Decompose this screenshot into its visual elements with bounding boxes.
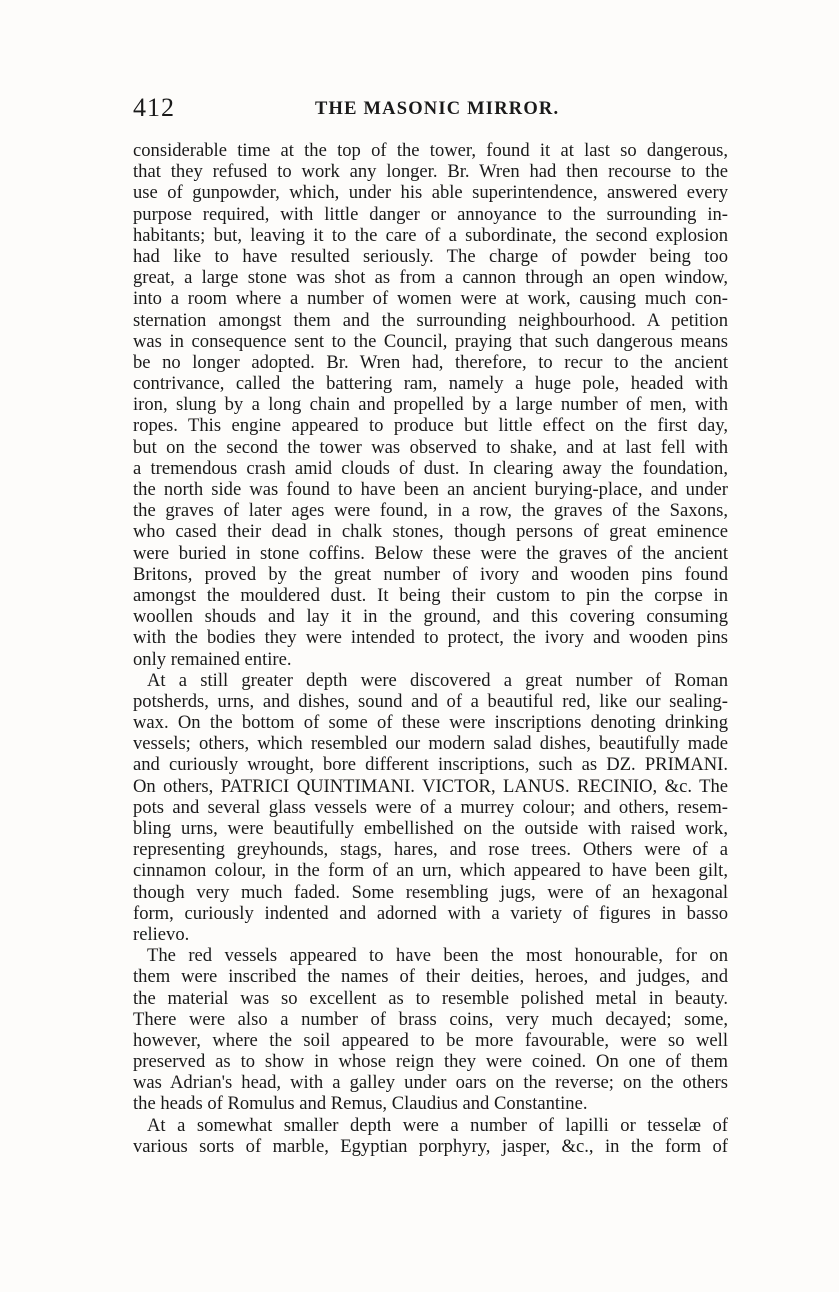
text-line: sternation amongst them and the surrounding neighbourhood. A petition	[133, 309, 728, 331]
text-line: the heads of Romulus and Remus, Claudius and Constantine.	[133, 1093, 588, 1115]
text-line: habitants; but, leaving it to the care of a subordinate, the second explosion	[133, 224, 728, 246]
text-line: Britons, proved by the great number of ivory and wooden pins found	[133, 563, 728, 585]
text-line: iron, slung by a long chain and propelled by a large number of men, with	[133, 394, 728, 416]
text-line: bling urns, were beautifully embellished on the outside with raised work,	[133, 818, 728, 839]
running-title: THE MASONIC MIRROR.	[315, 99, 560, 119]
page-header	[133, 92, 728, 124]
paragraph	[133, 670, 728, 945]
text-line: the material was so excellent as to resemble polished metal in beauty.	[133, 987, 728, 1009]
text-line: contrivance, called the battering ram, namely a huge pole, headed with	[133, 373, 728, 395]
text-line: the graves of later ages were found, in a row, the graves of the Saxons,	[133, 500, 728, 522]
text-line: great, a large stone was shot as from a cannon through an open window,	[133, 267, 728, 289]
text-line: that they refused to work any longer. Br. Wren had then recourse to the	[133, 161, 728, 183]
text-line: considerable time at the top of the tower, found it at last so dangerous,	[133, 140, 728, 161]
paragraph	[133, 140, 728, 670]
text-line: On others, PATRICI QUINTIMANI. VICTOR, LANUS. RECINIO, &c. The	[133, 775, 728, 797]
text-line: ropes. This engine appeared to produce but little effect on the first day,	[133, 415, 728, 437]
page-number: 412	[133, 93, 175, 122]
text-line: and curiously wrought, bore different inscriptions, such as DZ. PRIMANI.	[133, 754, 728, 776]
text-line: use of gunpowder, which, under his able superintendence, answered every	[133, 182, 728, 204]
text-line: but on the second the tower was observed to shake, and at last fell with	[133, 436, 728, 458]
text-line: relievo.	[133, 923, 190, 945]
text-line: There were also a number of brass coins, very much decayed; some,	[133, 1008, 728, 1030]
text-line: were buried in stone coffins. Below these were the graves of the ancient	[133, 542, 728, 564]
text-line: with the bodies they were intended to protect, the ivory and wooden pins	[133, 627, 728, 649]
text-line: representing greyhounds, stags, hares, and rose trees. Others were of a	[133, 839, 728, 861]
text-line: who cased their dead in chalk stones, though persons of great eminence	[133, 521, 728, 543]
text-line: though very much faded. Some resembling jugs, were of an hexagonal	[133, 881, 728, 903]
text-line: had like to have resulted seriously. The charge of powder being too	[133, 245, 728, 267]
text-line: wax. On the bottom of some of these were inscriptions denoting drinking	[133, 712, 728, 734]
text-line: vessels; others, which resembled our modern salad dishes, beautifully made	[133, 733, 728, 755]
text-line: various sorts of marble, Egyptian porphyry, jasper, &c., in the form of	[133, 1135, 728, 1157]
text-line: preserved as to show in whose reign they were coined. On one of them	[133, 1051, 728, 1073]
text-line: only remained entire.	[133, 648, 292, 670]
text-line: purpose required, with little danger or annoyance to the surrounding in-	[133, 203, 728, 225]
text-line: At a still greater depth were discovered a great number of Roman	[147, 669, 728, 691]
text-line: amongst the mouldered dust. It being their custom to pin the corpse in	[133, 584, 728, 606]
text-line: was Adrian's head, with a galley under oars on the reverse; on the others	[133, 1072, 728, 1094]
paragraph	[133, 1115, 728, 1157]
text-line: a tremendous crash amid clouds of dust. In clearing away the foundation,	[133, 457, 728, 479]
text-line: The red vessels appeared to have been the most honourable, for on	[147, 945, 728, 967]
text-line: them were inscribed the names of their deities, heroes, and judges, and	[133, 966, 728, 988]
body-text	[133, 140, 728, 1157]
text-line: pots and several glass vessels were of a murrey colour; and others, resem-	[133, 796, 728, 818]
text-line: woollen shouds and lay it in the ground, and this covering consuming	[133, 606, 728, 628]
text-line: however, where the soil appeared to be more favourable, were so well	[133, 1029, 728, 1051]
text-line: into a room where a number of women were at work, causing much con-	[133, 288, 728, 310]
text-line: the north side was found to have been an ancient burying-place, and under	[133, 479, 728, 500]
text-line: was in consequence sent to the Council, praying that such dangerous means	[133, 330, 728, 352]
text-line: cinnamon colour, in the form of an urn, which appeared to have been gilt,	[133, 860, 728, 882]
paragraph	[133, 945, 728, 1115]
text-line: At a somewhat smaller depth were a number of lapilli or tesselæ of	[147, 1114, 728, 1136]
text-line: potsherds, urns, and dishes, sound and of a beautiful red, like our sealing-	[133, 690, 728, 712]
text-line: form, curiously indented and adorned with a variety of figures in basso	[133, 902, 728, 924]
text-line: be no longer adopted. Br. Wren had, therefore, to recur to the ancient	[133, 351, 728, 373]
